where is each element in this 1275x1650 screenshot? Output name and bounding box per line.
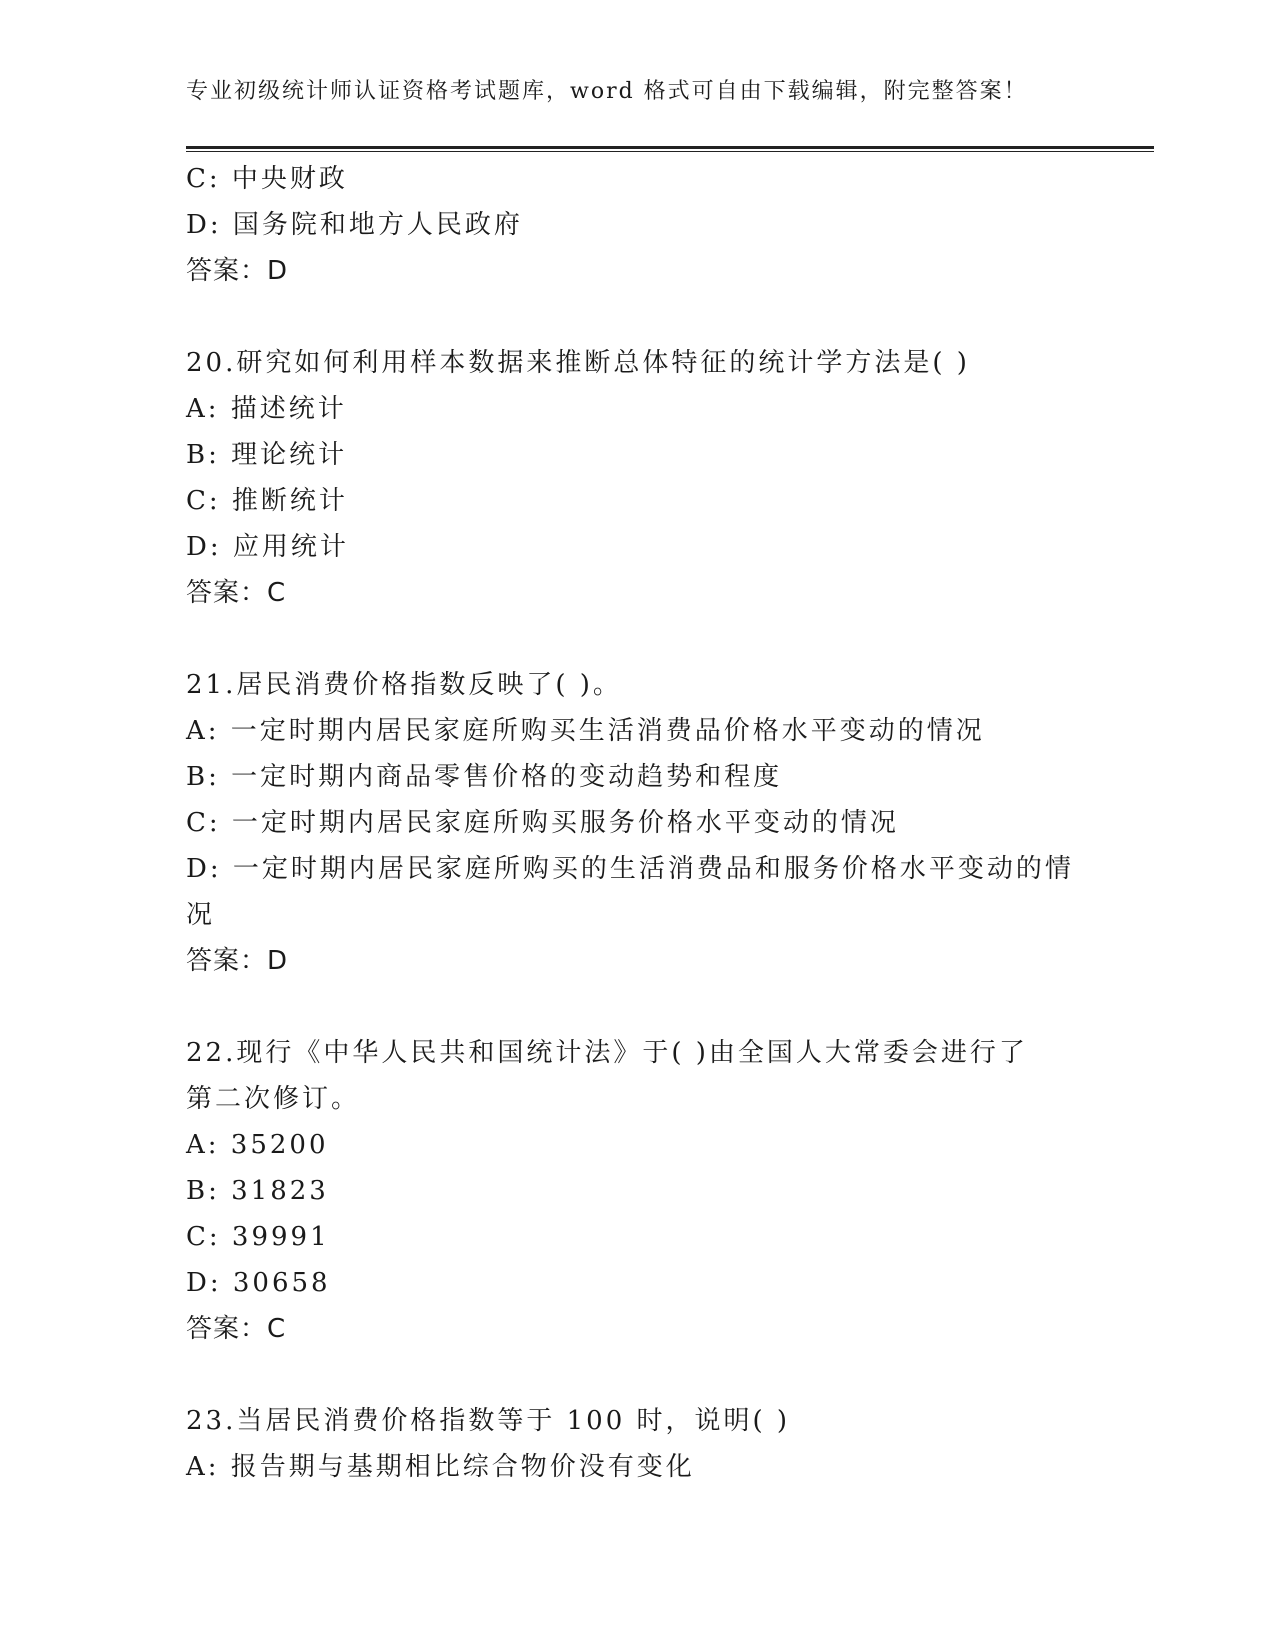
- option-b-q20: B: 理论统计: [186, 440, 348, 470]
- document-body: [186, 156, 1086, 1490]
- spacer: [186, 294, 1086, 340]
- option-d-q20: D: 应用统计: [186, 532, 349, 562]
- question-22-continued: 第二次修订。: [186, 1084, 361, 1114]
- spacer: [186, 984, 1086, 1030]
- question-22: 22.现行《中华人民共和国统计法》于( )由全国人大常委会进行了: [186, 1038, 1028, 1068]
- option-d-q19: D: 国务院和地方人民政府: [186, 210, 523, 240]
- spacer: [186, 616, 1086, 662]
- answer-q22: 答案：C: [186, 1314, 287, 1344]
- option-c-q20: C: 推断统计: [186, 486, 348, 516]
- option-c-q19: C: 中央财政: [186, 164, 348, 194]
- option-c-q22: C: 39991: [186, 1222, 330, 1252]
- option-b-q22: B: 31823: [186, 1176, 329, 1206]
- spacer: [186, 1352, 1086, 1398]
- answer-q20: 答案：C: [186, 578, 287, 608]
- page-header-title: 专业初级统计师认证资格考试题库，word 格式可自由下载编辑，附完整答案！: [186, 79, 1028, 104]
- option-d-q22: D: 30658: [186, 1268, 331, 1298]
- question-20: 20.研究如何利用样本数据来推断总体特征的统计学方法是( ): [186, 348, 970, 378]
- option-b-q21: B: 一定时期内商品零售价格的变动趋势和程度: [186, 762, 783, 792]
- option-a-q21: A: 一定时期内居民家庭所购买生活消费品价格水平变动的情况: [186, 716, 985, 746]
- answer-q19: 答案：D: [186, 256, 289, 286]
- option-d-q21-continued: 况: [186, 900, 216, 930]
- answer-q21: 答案：D: [186, 946, 289, 976]
- option-a-q23: A: 报告期与基期相比综合物价没有变化: [186, 1452, 695, 1482]
- option-c-q21: C: 一定时期内居民家庭所购买服务价格水平变动的情况: [186, 808, 899, 838]
- question-21: 21.居民消费价格指数反映了( )。: [186, 670, 622, 700]
- header-divider: [186, 146, 1154, 152]
- option-a-q20: A: 描述统计: [186, 394, 347, 424]
- option-d-q21: D: 一定时期内居民家庭所购买的生活消费品和服务价格水平变动的情: [186, 854, 1074, 884]
- option-a-q22: A: 35200: [186, 1130, 329, 1160]
- question-23: 23.当居民消费价格指数等于 100 时，说明( ): [186, 1406, 791, 1436]
